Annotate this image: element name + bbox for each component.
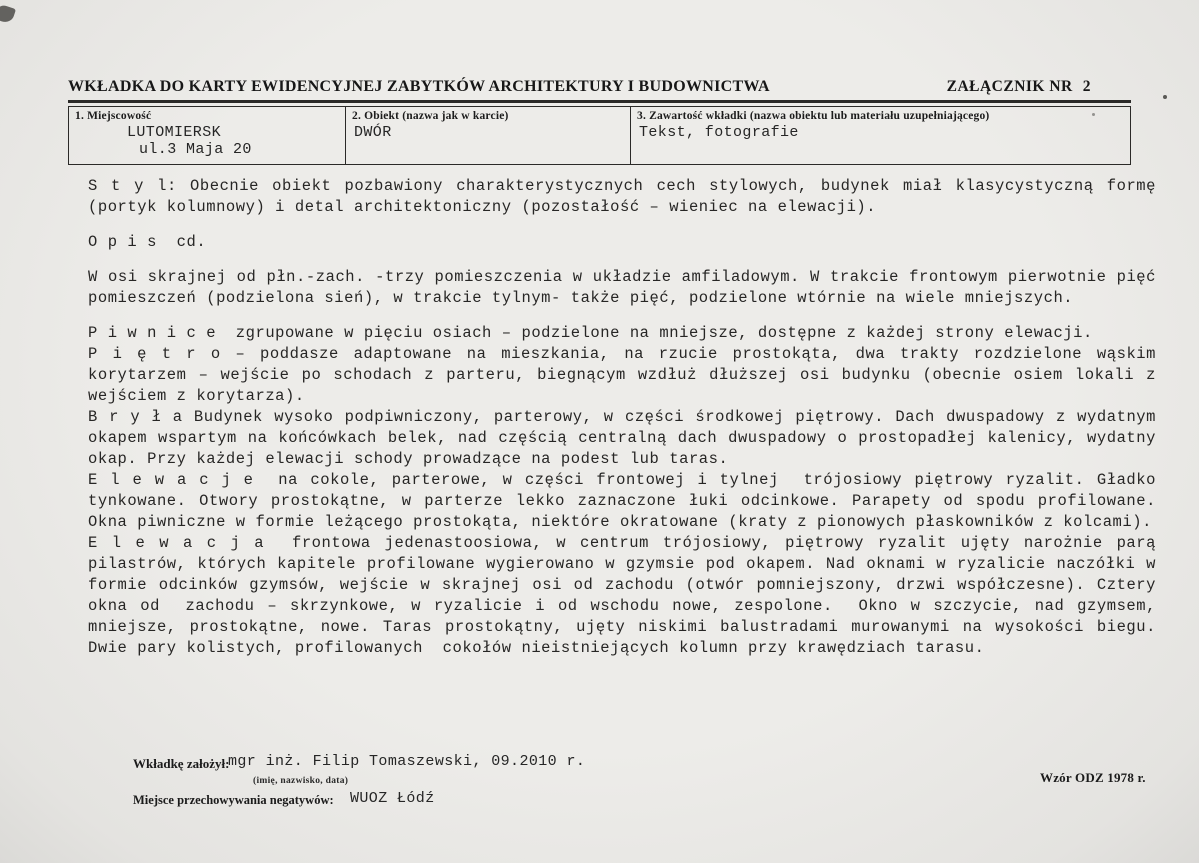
field-object-label: 2. Obiekt (nazwa jak w karcie) (352, 110, 509, 122)
document-title: WKŁADKA DO KARTY EWIDENCYJNEJ ZABYTKÓW ARCHITEKTURY I BUDOWNICTWA (68, 78, 770, 95)
filed-by-label: Wkładkę założył: (133, 756, 230, 771)
negatives-label: Miejsce przechowywania negatywów: (133, 793, 334, 807)
field-contents-label: 3. Zawartość wkładki (nazwa obiektu lub materiału uzupełniającego) (637, 110, 990, 122)
document-body (88, 176, 1166, 659)
field-contents (631, 107, 1130, 164)
field-location-city: LUTOMIERSK (127, 124, 222, 141)
filed-by-note: (imię, nazwisko, data) (253, 776, 349, 786)
header-rule (68, 100, 1131, 103)
info-table (68, 106, 1131, 165)
paragraph-elewacje: E l e w a c j e na cokole, parterowe, w części frontowej i tylnej trójosiowy piętrowy ryzalit. Gładko tynkowane. Otwory prostokątne, w parterze lekko zaznaczone łuki odcinkowe. Parapety od spodu profilowane. Okna piwniczne w formie leżącego prostokąta, niektóre okratowane (kraty z pionowych płaskowników z kolcami). (88, 471, 1166, 531)
attachment-label: ZAŁĄCZNIK NR (946, 78, 1073, 95)
document-header (68, 78, 1131, 96)
field-object (346, 107, 631, 164)
paragraph-piwnice: P i w n i c e zgrupowane w pięciu osiach – podzielone na mniejsze, dostępne z każdej strony elewacji. (88, 324, 1093, 342)
paragraph-uklad: W osi skrajnej od płn.-zach. -trzy pomieszczenia w układzie amfiladowym. W trakcie frontowym pierwotnie pięć pomieszczeń (podzielona sień), w trakcie tylnym- także pięć, podzielone wtórnie na wiele mniejszych. (88, 268, 1166, 307)
paragraph-styl: S t y l: Obecnie obiekt pozbawiony charakterystycznych cech stylowych, budynek miał klasycystyczną formę (portyk kolumnowy) i detal architektoniczny (pozostałość – wieniec na elewacji). (88, 177, 1166, 216)
paragraph-bryla: B r y ł a Budynek wysoko podpiwniczony, parterowy, w części środkowej piętrowy. Dach dwuspadowy z wydatnym okapem wspartym na końcówkach belek, nad częścią centralną dach dwuspadowy o prostopadłej kalenicy, wydatny okap. Przy każdej elewacji schody prowadzące na podest lub taras. (88, 408, 1166, 468)
paragraph-pietro: P i ę t r o – poddasze adaptowane na mieszkania, na rzucie prostokąta, dwa trakty rozdzielone wąskim korytarzem – wejście po schodach z parteru, biegnącym wzdłuż dłuższej osi budynku (obecnie osiem lokali z wejściem z korytarza). (88, 345, 1166, 405)
negatives-value: WUOZ Łódź (350, 790, 435, 807)
scan-artifact (0, 4, 16, 25)
field-location-address: ul.3 Maja 20 (139, 141, 252, 158)
attachment-value: 2 (1082, 78, 1091, 95)
field-contents-value: Tekst, fotografie (639, 124, 799, 141)
field-location (69, 107, 346, 164)
paragraph-opis-cd: O p i s cd. (88, 233, 207, 251)
field-location-label: 1. Miejscowość (75, 110, 152, 122)
attachment-number (947, 78, 1091, 96)
form-reference: Wzór ODZ 1978 r. (1040, 770, 1146, 785)
paragraph-elewacja-frontowa: E l e w a c j a frontowa jedenastoosiowa, w centrum trójosiowy, piętrowy ryzalit ujęty narożnie parą pilastrów, których kapitele profilowane wygierowano w gzymsie pod okapem. Nad oknami w ryzalicie naczółki w formie odcinków gzymsów, wejście w skrajnej osi od zachodu (otwór pomniejszony, drzwi współczesne). Cztery okna od zachodu – skrzynkowe, w ryzalicie i od wschodu nowe, zespolone. Okno w szczycie, nad gzymsem, mniejsze, prostokątne, nowe. Taras prostokątny, ujęty niskimi balustradami murowanymi na wysokości biegu. Dwie pary kolistych, profilowanych cokołów nieistniejących kolumn przy krawędziach tarasu. (88, 534, 1166, 657)
filed-by-value: mgr inż. Filip Tomaszewski, 09.2010 r. (228, 753, 586, 770)
field-object-value: DWÓR (354, 124, 392, 141)
scan-artifact (1163, 95, 1167, 99)
